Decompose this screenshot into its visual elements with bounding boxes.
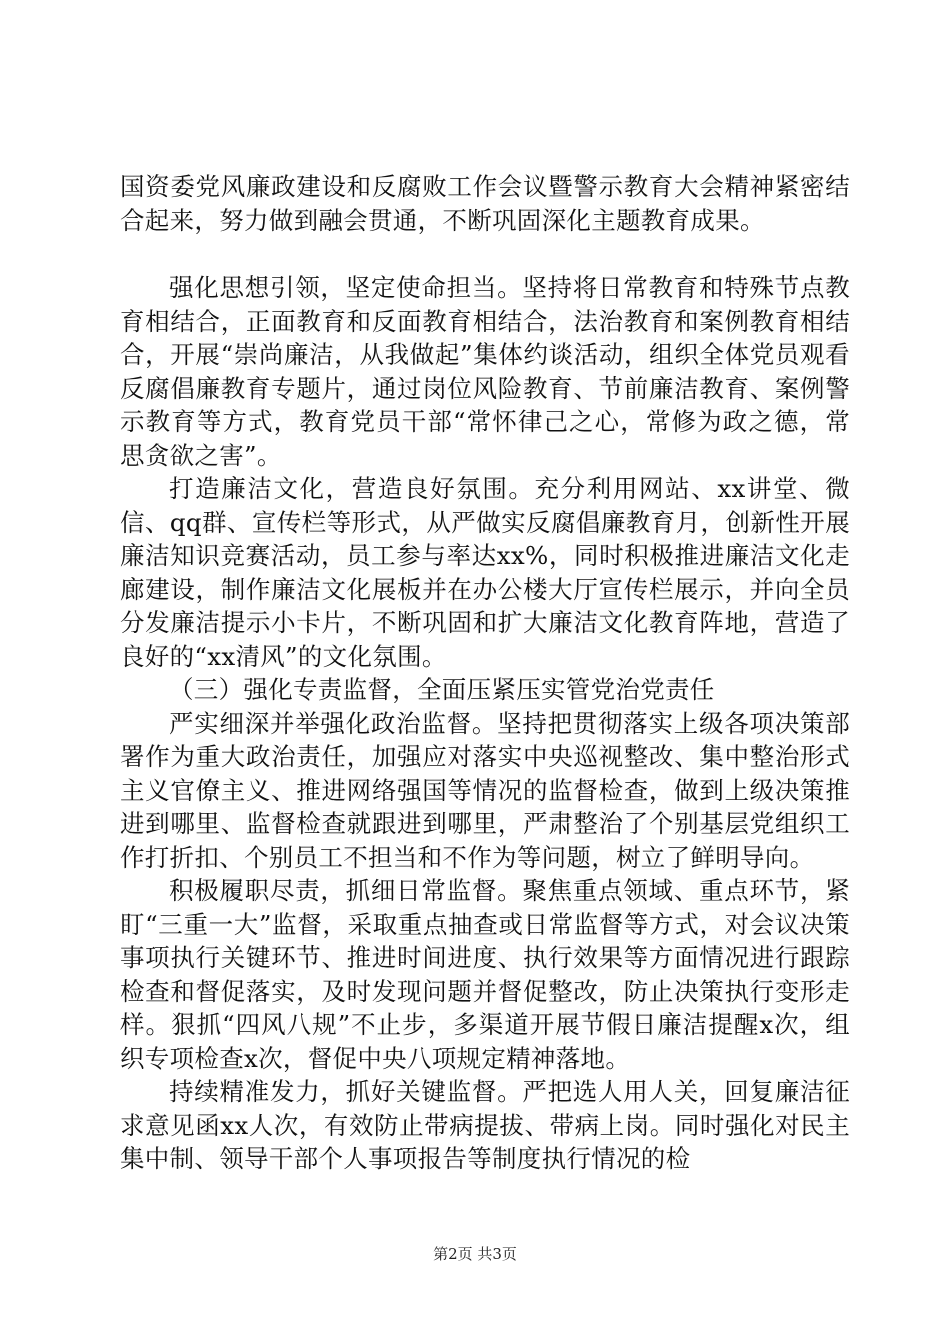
page-number-footer: 第2页 共3页: [433, 1245, 517, 1263]
paragraph-clean-culture: 打造廉洁文化，营造良好氛围。充分利用网站、xx讲堂、微信、qq群、宣传栏等形式，从严做实反腐倡廉教育月，创新性开展廉洁知识竞赛活动，员工参与率达xx%，同时积极推进廉洁文化走廊建设，制作廉洁文化展板并在办公楼大厅宣传栏展示，并向全员分发廉洁提示小卡片，不断巩固和扩大廉洁文化教育阵地，营造了良好的“xx清风”的文化氛围。: [120, 474, 850, 671]
paragraph-political-supervision: 严实细深并举强化政治监督。坚持把贯彻落实上级各项决策部署作为重大政治责任，加强应对落实中央巡视整改、集中整治形式主义官僚主义、推进网络强国等情况的监督检查，做到上级决策推进到哪里、监督检查就跟进到哪里，严肃整治了个别基层党组织工作打折扣、个别员工不担当和不作为等问题，树立了鲜明导向。: [120, 708, 850, 872]
paragraph-continuation: 国资委党风廉政建设和反腐败工作会议暨警示教育大会精神紧密结合起来，努力做到融会贯通，不断巩固深化主题教育成果。: [120, 172, 850, 235]
section-heading-supervision: （三）强化专责监督，全面压紧压实管党治党责任: [169, 675, 715, 704]
paragraph-ideological-guidance: 强化思想引领，坚定使命担当。坚持将日常教育和特殊节点教育相结合，正面教育和反面教育相结合，法治教育和案例教育相结合，开展“崇尚廉洁，从我做起”集体约谈活动，组织全体党员观看反腐倡廉教育专题片，通过岗位风险教育、节前廉洁教育、案例警示教育等方式，教育党员干部“常怀律己之心，常修为政之德，常思贪欲之害”。: [120, 273, 850, 470]
document-body: [120, 170, 850, 1176]
paragraph-key-supervision: 持续精准发力，抓好关键监督。严把选人用人关，回复廉洁征求意见函xx人次，有效防止带病提拔、带病上岗。同时强化对民主集中制、领导干部个人事项报告等制度执行情况的检: [120, 1077, 850, 1173]
paragraph-daily-supervision: 积极履职尽责，抓细日常监督。聚焦重点领域、重点环节，紧盯“三重一大”监督，采取重点抽查或日常监督等方式，对会议决策事项执行关键环节、推进时间进度、执行效果等方面情况进行跟踪检查和督促落实，及时发现问题并督促整改，防止决策执行变形走样。狠抓“四风八规”不止步，多渠道开展节假日廉洁提醒x次，组织专项检查x次，督促中央八项规定精神落地。: [120, 876, 850, 1073]
